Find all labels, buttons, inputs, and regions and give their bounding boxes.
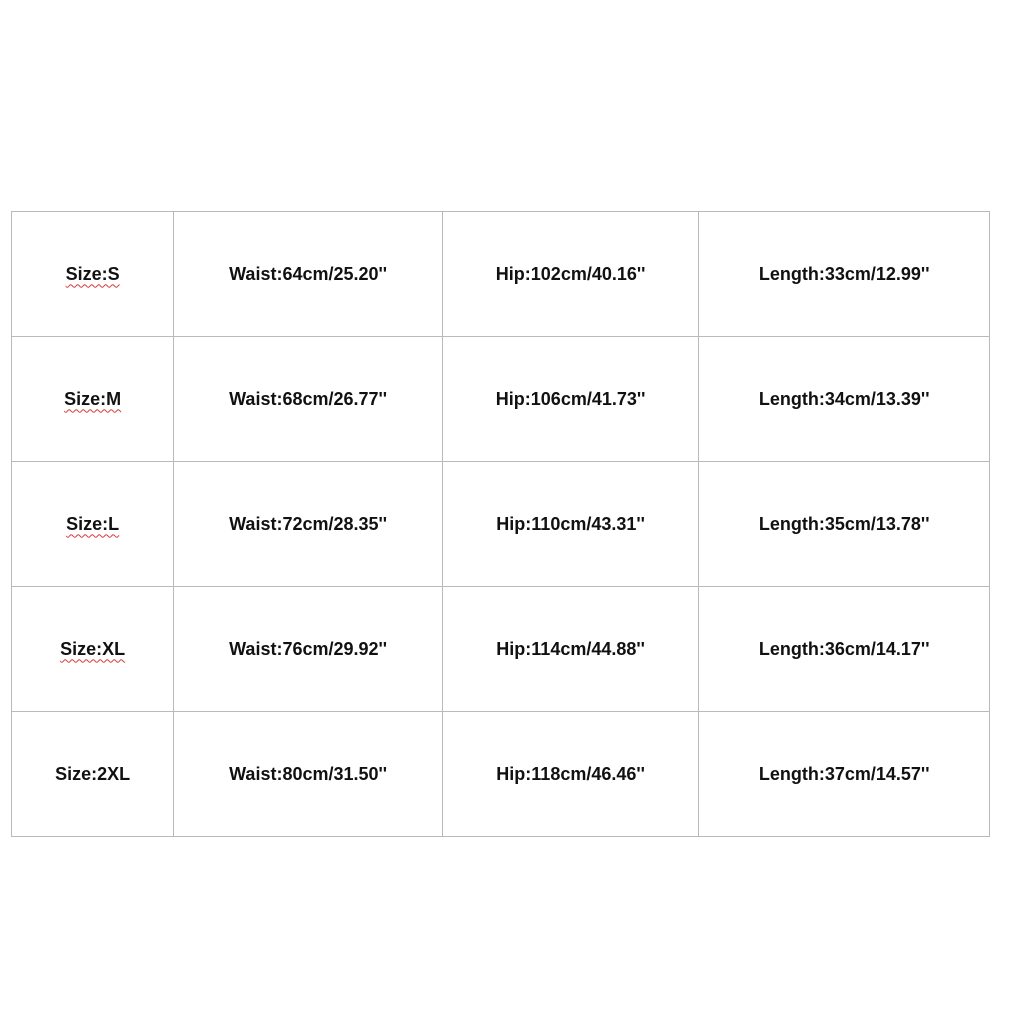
table-row	[12, 212, 990, 337]
size-label: Size:L	[66, 513, 120, 534]
hip-cell: Hip:102cm/40.16''	[442, 212, 699, 337]
waist-cell: Waist:72cm/28.35''	[174, 462, 443, 587]
hip-cell: Hip:106cm/41.73''	[442, 337, 699, 462]
size-cell	[12, 462, 174, 587]
hip-cell: Hip:110cm/43.31''	[442, 462, 699, 587]
waist-cell: Waist:68cm/26.77''	[174, 337, 443, 462]
size-cell	[12, 212, 174, 337]
size-cell	[12, 587, 174, 712]
size-cell	[12, 712, 174, 837]
length-cell: Length:37cm/14.57''	[699, 712, 990, 837]
hip-cell: Hip:118cm/46.46''	[442, 712, 699, 837]
size-label: Size:S	[65, 263, 120, 284]
table-row	[12, 337, 990, 462]
size-label: Size:M	[64, 388, 122, 409]
length-cell: Length:35cm/13.78''	[699, 462, 990, 587]
length-cell: Length:36cm/14.17''	[699, 587, 990, 712]
length-cell: Length:33cm/12.99''	[699, 212, 990, 337]
size-chart-table	[11, 211, 990, 837]
waist-cell: Waist:64cm/25.20''	[174, 212, 443, 337]
waist-cell: Waist:76cm/29.92''	[174, 587, 443, 712]
waist-cell: Waist:80cm/31.50''	[174, 712, 443, 837]
hip-cell: Hip:114cm/44.88''	[442, 587, 699, 712]
table-row	[12, 587, 990, 712]
size-cell	[12, 337, 174, 462]
table-row	[12, 462, 990, 587]
length-cell: Length:34cm/13.39''	[699, 337, 990, 462]
size-label: Size:XL	[60, 638, 126, 659]
size-label: Size:2XL	[55, 763, 131, 784]
table-row	[12, 712, 990, 837]
